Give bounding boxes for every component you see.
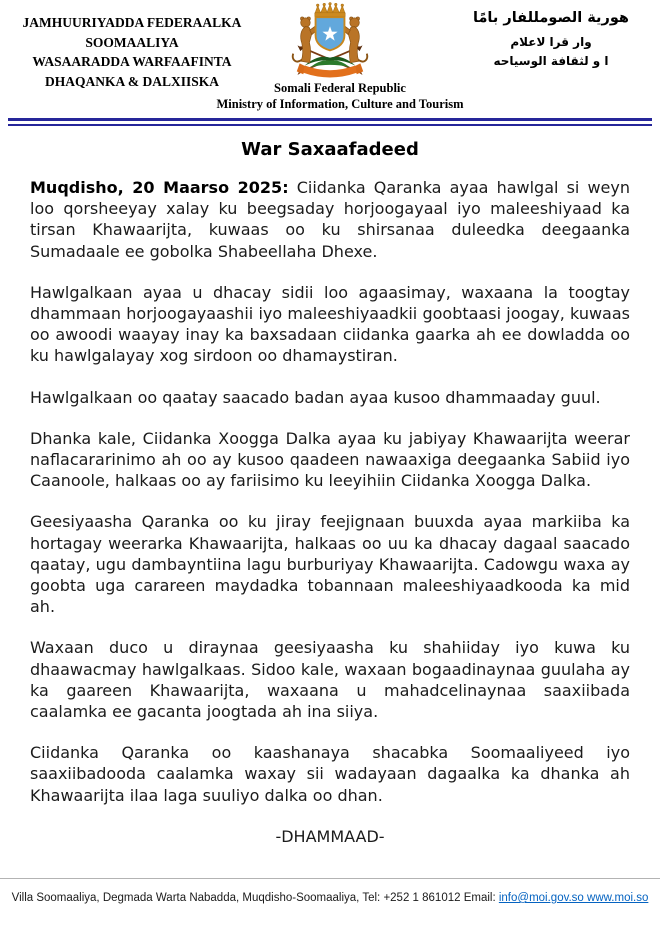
- document-body: [0, 177, 660, 847]
- footer: [0, 878, 660, 942]
- paragraph: Waxaan duco u diraynaa geesiyaasha ku shahiiday iyo kuwa ku dhaawacmay hawlgalkaas. Sidoo kale, waxaan bogaadinaynaa guulaha ay ka gaareen Khawaarijta, waxaana u mahadcelinaynaa saaxiibada caalamka ee gacanta joogtada ah ina siiya.: [30, 638, 630, 722]
- paragraph-dateline: [30, 177, 630, 262]
- paragraph: Hawlgalkaan ayaa u dhacay sidii loo agaasimay, waxaana la toogtay dhammaan horjoogayaashii iyo maleeshiyaadkii goobtaasi joogay, kuwaas oo awoodi waayay inay ka baxsadaan ciidanka gaarka ah ee dowladda oo ku hawlgalayay xog sirdoon oo dhamaystiran.: [30, 282, 630, 366]
- footer-address: Villa Soomaaliya, Degmada Warta Nabadda, Muqdisho-Soomaaliya, Tel: +252 1 861012 Email:: [11, 892, 499, 904]
- english-line-republic: Somali Federal Republic: [274, 81, 406, 95]
- footer-email-link[interactable]: info@moi.gov.so www.moi.so: [498, 892, 649, 904]
- arabic-line: هورية الصومللفار بامًا: [473, 10, 629, 26]
- letterhead-somali-line: SOOMAALIYA: [85, 34, 179, 50]
- arabic-line: ا و لثقافة الوسياحه: [493, 54, 609, 68]
- letterhead: [0, 0, 660, 118]
- ministry-name-english: [175, 80, 505, 112]
- paragraph-text: Ciidanka Qaranka ayaa hawlgal si weyn loo qorsheeyay xalay ku beegsaday horjoogayaal iyo maleeshiyaad ka tirsan Khawaarijta, kuwaas oo ku shirsanaa duleedka deegaanka Sumadaale ee gobolka Shabeellaha Dhexe.: [30, 178, 631, 261]
- paragraph: Geesiyaasha Qaranka oo ku jiray feejignaan buuxda ayaa markiiba ka hortagay weerarka Khawaarijta, halkaas oo uu ka dhacay dagaal saacado qaatay, ugu dambayntiina lagu burburiyay Khawaarijta. Cadowgu waxa ay goobta uga carareen maydadka tobannaan maleeshiyaadkooda ka mid ah.: [30, 512, 630, 617]
- end-mark: -DHAMMAAD-: [275, 826, 385, 846]
- paragraph: Hawlgalkaan oo qaatay saacado badan ayaa kusoo dhammaaday guul.: [30, 387, 601, 407]
- letterhead-somali-line: DHAQANKA & DALXIISKA: [44, 73, 220, 89]
- letterhead-somali-line: JAMHUURIYADDA FEDERAALKA: [22, 15, 242, 30]
- paragraph: Dhanka kale, Ciidanka Xoogga Dalka ayaa ku jabiyay Khawaarijta weerar naflacararinimo ah oo ay kusoo qaadeen nawaaxiga deegaanka Sabiid iyo Caanoole, halkaas oo ay fariisimo ku leeyihiin Ciidanka Xoogga Dalka.: [30, 428, 630, 491]
- page-title: War Saxaafadeed: [241, 139, 419, 160]
- header-divider: [8, 118, 652, 126]
- arabic-line: وار قرا لاعلام: [510, 35, 592, 49]
- somalia-coat-of-arms-icon: [283, 2, 377, 80]
- english-line-ministry: Ministry of Information, Culture and Tourism: [216, 97, 464, 111]
- letterhead-somali-line: WASAARADDA WARFAAFINTA: [32, 54, 232, 69]
- ministry-name-arabic: [456, 10, 646, 71]
- dateline: Muqdisho, 20 Maarso 2025:: [30, 178, 289, 197]
- paragraph: Ciidanka Qaranka oo kaashanaya shacabka Soomaaliyeed iyo saaxiibadooda caalamka waxay sii wadayaan dagaalka ka dhanka ah Khawaarijta ilaa laga suuliyo dalka oo dhan.: [30, 743, 630, 805]
